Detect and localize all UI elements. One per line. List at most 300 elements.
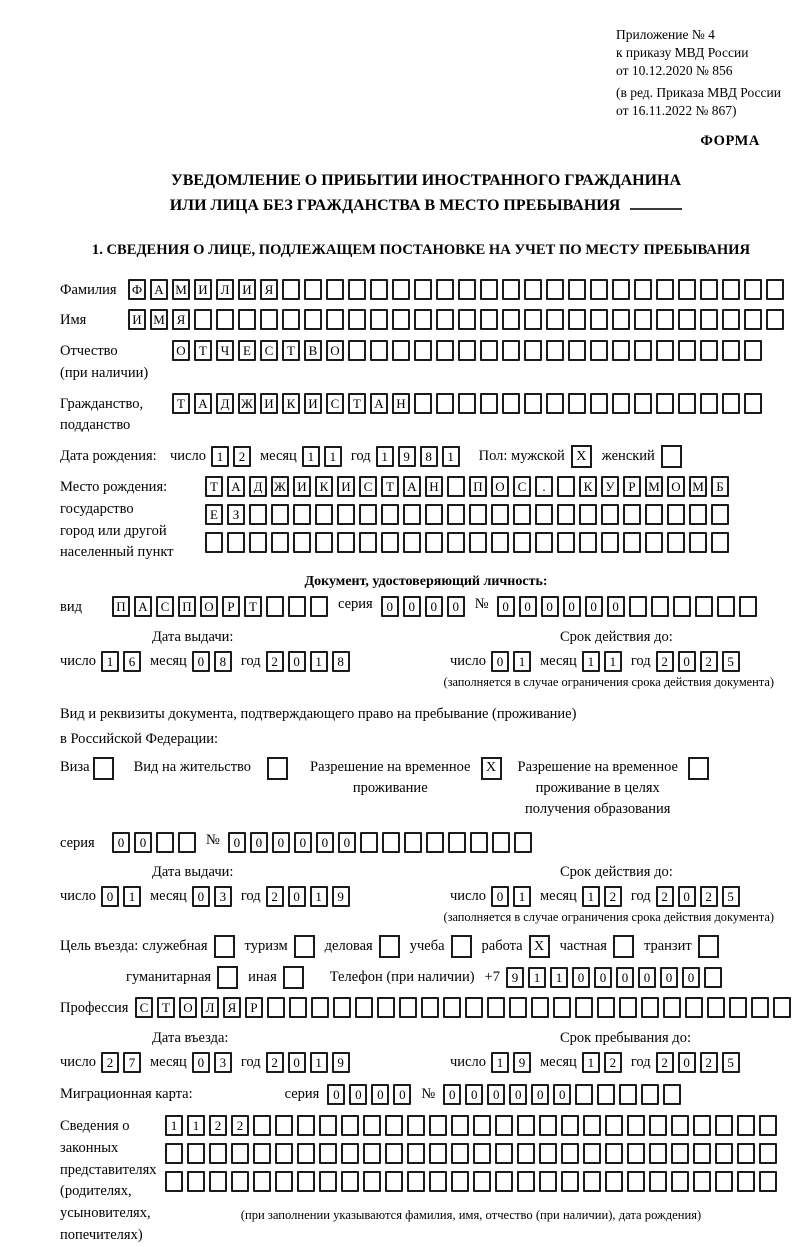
char-cell[interactable]: П	[178, 596, 196, 617]
char-cell[interactable]	[539, 1115, 557, 1136]
char-cell[interactable]	[407, 1143, 425, 1164]
char-cell[interactable]	[165, 1171, 183, 1192]
char-cell[interactable]: 1	[302, 446, 320, 467]
char-cell[interactable]	[590, 279, 608, 300]
char-cell[interactable]: И	[238, 279, 256, 300]
char-cell[interactable]	[271, 504, 289, 525]
char-cell[interactable]	[187, 1171, 205, 1192]
char-cell[interactable]	[480, 393, 498, 414]
char-cell[interactable]	[253, 1171, 271, 1192]
char-cell[interactable]	[451, 1171, 469, 1192]
char-cell[interactable]	[470, 832, 488, 853]
char-cell[interactable]: К	[282, 393, 300, 414]
checkbox-ucheba[interactable]	[451, 935, 472, 958]
char-cell[interactable]	[667, 504, 685, 525]
char-cell[interactable]	[729, 997, 747, 1018]
char-cell[interactable]	[448, 832, 466, 853]
char-cell[interactable]	[629, 596, 647, 617]
char-cell[interactable]	[711, 532, 729, 553]
char-cell[interactable]	[360, 832, 378, 853]
char-cell[interactable]: 0	[192, 1052, 210, 1073]
char-cell[interactable]: 0	[487, 1084, 505, 1105]
char-cell[interactable]: 9	[398, 446, 416, 467]
char-cell[interactable]	[495, 1143, 513, 1164]
char-cell[interactable]	[491, 504, 509, 525]
char-cell[interactable]	[605, 1143, 623, 1164]
char-cell[interactable]	[348, 279, 366, 300]
char-cell[interactable]: 2	[656, 886, 674, 907]
char-cell[interactable]	[502, 393, 520, 414]
char-cell[interactable]	[319, 1143, 337, 1164]
char-cell[interactable]: 2	[233, 446, 251, 467]
char-cell[interactable]	[297, 1143, 315, 1164]
char-cell[interactable]: 1	[310, 651, 328, 672]
char-cell[interactable]	[451, 1143, 469, 1164]
char-cell[interactable]: 0	[443, 1084, 461, 1105]
char-cell[interactable]	[249, 504, 267, 525]
char-cell[interactable]	[678, 309, 696, 330]
char-cell[interactable]: Ф	[128, 279, 146, 300]
char-cell[interactable]	[678, 340, 696, 361]
char-cell[interactable]	[487, 997, 505, 1018]
char-cell[interactable]: 0	[447, 596, 465, 617]
char-cell[interactable]	[458, 393, 476, 414]
char-cell[interactable]	[557, 532, 575, 553]
char-cell[interactable]: С	[326, 393, 344, 414]
char-cell[interactable]: З	[227, 504, 245, 525]
char-cell[interactable]: А	[134, 596, 152, 617]
char-cell[interactable]	[539, 1171, 557, 1192]
char-cell[interactable]	[421, 997, 439, 1018]
char-cell[interactable]	[465, 997, 483, 1018]
char-cell[interactable]	[524, 279, 542, 300]
char-cell[interactable]: В	[304, 340, 322, 361]
char-cell[interactable]	[348, 309, 366, 330]
char-cell[interactable]	[766, 279, 784, 300]
char-cell[interactable]: 0	[228, 832, 246, 853]
char-cell[interactable]: 0	[403, 596, 421, 617]
char-cell[interactable]: 0	[192, 651, 210, 672]
char-cell[interactable]: 2	[231, 1115, 249, 1136]
char-cell[interactable]: 0	[491, 886, 509, 907]
char-cell[interactable]	[502, 340, 520, 361]
char-cell[interactable]: 0	[327, 1084, 345, 1105]
char-cell[interactable]	[480, 309, 498, 330]
char-cell[interactable]	[557, 476, 575, 497]
checkbox-rvp[interactable]: X	[481, 757, 502, 780]
char-cell[interactable]	[319, 1115, 337, 1136]
char-cell[interactable]	[495, 1171, 513, 1192]
char-cell[interactable]: 0	[316, 832, 334, 853]
char-cell[interactable]	[491, 532, 509, 553]
char-cell[interactable]	[689, 504, 707, 525]
char-cell[interactable]	[370, 309, 388, 330]
char-cell[interactable]	[612, 393, 630, 414]
char-cell[interactable]: 3	[214, 1052, 232, 1073]
char-cell[interactable]	[363, 1171, 381, 1192]
char-cell[interactable]	[700, 279, 718, 300]
char-cell[interactable]: Т	[348, 393, 366, 414]
checkbox-vnzh[interactable]	[267, 757, 288, 780]
char-cell[interactable]: 1	[310, 886, 328, 907]
char-cell[interactable]: 0	[250, 832, 268, 853]
char-cell[interactable]: Т	[205, 476, 223, 497]
char-cell[interactable]	[663, 997, 681, 1018]
char-cell[interactable]	[678, 393, 696, 414]
char-cell[interactable]: 1	[324, 446, 342, 467]
char-cell[interactable]	[663, 1084, 681, 1105]
char-cell[interactable]	[381, 504, 399, 525]
char-cell[interactable]	[447, 504, 465, 525]
char-cell[interactable]	[429, 1143, 447, 1164]
char-cell[interactable]	[502, 309, 520, 330]
char-cell[interactable]: 2	[700, 886, 718, 907]
char-cell[interactable]	[231, 1143, 249, 1164]
char-cell[interactable]	[546, 393, 564, 414]
char-cell[interactable]	[315, 504, 333, 525]
char-cell[interactable]	[363, 1143, 381, 1164]
char-cell[interactable]: О	[200, 596, 218, 617]
char-cell[interactable]: 0	[497, 596, 515, 617]
char-cell[interactable]	[623, 504, 641, 525]
char-cell[interactable]: О	[172, 340, 190, 361]
char-cell[interactable]	[458, 309, 476, 330]
char-cell[interactable]	[623, 532, 641, 553]
char-cell[interactable]: М	[645, 476, 663, 497]
char-cell[interactable]: С	[156, 596, 174, 617]
char-cell[interactable]	[275, 1143, 293, 1164]
char-cell[interactable]	[583, 1171, 601, 1192]
char-cell[interactable]	[583, 1115, 601, 1136]
char-cell[interactable]	[656, 279, 674, 300]
char-cell[interactable]	[546, 279, 564, 300]
char-cell[interactable]	[568, 393, 586, 414]
char-cell[interactable]	[634, 340, 652, 361]
char-cell[interactable]: 2	[266, 886, 284, 907]
char-cell[interactable]	[341, 1143, 359, 1164]
char-cell[interactable]: 2	[266, 1052, 284, 1073]
char-cell[interactable]	[348, 340, 366, 361]
char-cell[interactable]: Т	[194, 340, 212, 361]
char-cell[interactable]	[612, 279, 630, 300]
char-cell[interactable]: 1	[582, 1052, 600, 1073]
char-cell[interactable]	[744, 340, 762, 361]
char-cell[interactable]	[178, 832, 196, 853]
checkbox-chastnaya[interactable]	[613, 935, 634, 958]
char-cell[interactable]	[524, 340, 542, 361]
char-cell[interactable]	[355, 997, 373, 1018]
char-cell[interactable]: 0	[678, 1052, 696, 1073]
char-cell[interactable]	[414, 309, 432, 330]
char-cell[interactable]	[403, 532, 421, 553]
char-cell[interactable]	[651, 596, 669, 617]
char-cell[interactable]: 2	[656, 1052, 674, 1073]
char-cell[interactable]	[260, 309, 278, 330]
char-cell[interactable]: Е	[205, 504, 223, 525]
char-cell[interactable]	[238, 309, 256, 330]
char-cell[interactable]	[524, 309, 542, 330]
char-cell[interactable]: И	[194, 279, 212, 300]
char-cell[interactable]	[695, 596, 713, 617]
char-cell[interactable]: 8	[420, 446, 438, 467]
char-cell[interactable]	[590, 309, 608, 330]
char-cell[interactable]: П	[469, 476, 487, 497]
char-cell[interactable]	[319, 1171, 337, 1192]
char-cell[interactable]	[326, 309, 344, 330]
char-cell[interactable]: Р	[222, 596, 240, 617]
char-cell[interactable]	[289, 997, 307, 1018]
char-cell[interactable]	[425, 504, 443, 525]
char-cell[interactable]	[597, 997, 615, 1018]
char-cell[interactable]	[707, 997, 725, 1018]
char-cell[interactable]: 0	[678, 886, 696, 907]
char-cell[interactable]	[363, 1115, 381, 1136]
char-cell[interactable]: Л	[216, 279, 234, 300]
char-cell[interactable]	[717, 596, 735, 617]
char-cell[interactable]	[722, 309, 740, 330]
char-cell[interactable]	[612, 340, 630, 361]
char-cell[interactable]	[282, 279, 300, 300]
char-cell[interactable]	[288, 596, 306, 617]
char-cell[interactable]: 2	[700, 1052, 718, 1073]
char-cell[interactable]: Ж	[271, 476, 289, 497]
char-cell[interactable]	[253, 1143, 271, 1164]
char-cell[interactable]: 5	[722, 886, 740, 907]
char-cell[interactable]	[414, 393, 432, 414]
char-cell[interactable]	[205, 532, 223, 553]
char-cell[interactable]	[426, 832, 444, 853]
char-cell[interactable]: 8	[332, 651, 350, 672]
char-cell[interactable]	[546, 340, 564, 361]
char-cell[interactable]: 1	[376, 446, 394, 467]
char-cell[interactable]	[194, 309, 212, 330]
char-cell[interactable]	[513, 532, 531, 553]
char-cell[interactable]	[773, 997, 791, 1018]
char-cell[interactable]: 0	[288, 651, 306, 672]
char-cell[interactable]: М	[172, 279, 190, 300]
char-cell[interactable]	[557, 504, 575, 525]
char-cell[interactable]: 9	[332, 886, 350, 907]
char-cell[interactable]: 2	[604, 1052, 622, 1073]
char-cell[interactable]: Я	[260, 279, 278, 300]
char-cell[interactable]: К	[315, 476, 333, 497]
char-cell[interactable]: Д	[216, 393, 234, 414]
char-cell[interactable]	[656, 340, 674, 361]
char-cell[interactable]: Е	[238, 340, 256, 361]
char-cell[interactable]: И	[293, 476, 311, 497]
checkbox-delovaya[interactable]	[379, 935, 400, 958]
char-cell[interactable]	[693, 1143, 711, 1164]
char-cell[interactable]: 1	[513, 651, 531, 672]
char-cell[interactable]: 0	[349, 1084, 367, 1105]
char-cell[interactable]	[751, 997, 769, 1018]
char-cell[interactable]: 1	[513, 886, 531, 907]
char-cell[interactable]	[568, 309, 586, 330]
char-cell[interactable]	[304, 309, 322, 330]
char-cell[interactable]	[458, 279, 476, 300]
char-cell[interactable]: А	[150, 279, 168, 300]
char-cell[interactable]: 0	[594, 967, 612, 988]
char-cell[interactable]	[209, 1171, 227, 1192]
char-cell[interactable]	[711, 504, 729, 525]
char-cell[interactable]	[382, 832, 400, 853]
char-cell[interactable]	[315, 532, 333, 553]
char-cell[interactable]	[187, 1143, 205, 1164]
char-cell[interactable]	[759, 1115, 777, 1136]
char-cell[interactable]: Т	[172, 393, 190, 414]
char-cell[interactable]	[341, 1171, 359, 1192]
char-cell[interactable]: 9	[506, 967, 524, 988]
char-cell[interactable]	[513, 504, 531, 525]
char-cell[interactable]	[693, 1171, 711, 1192]
char-cell[interactable]	[627, 1171, 645, 1192]
char-cell[interactable]	[253, 1115, 271, 1136]
char-cell[interactable]	[722, 279, 740, 300]
char-cell[interactable]: 0	[660, 967, 678, 988]
char-cell[interactable]	[443, 997, 461, 1018]
char-cell[interactable]	[619, 997, 637, 1018]
char-cell[interactable]	[546, 309, 564, 330]
char-cell[interactable]: 0	[585, 596, 603, 617]
char-cell[interactable]	[275, 1171, 293, 1192]
char-cell[interactable]	[216, 309, 234, 330]
char-cell[interactable]: 0	[425, 596, 443, 617]
char-cell[interactable]	[266, 596, 284, 617]
char-cell[interactable]	[385, 1171, 403, 1192]
char-cell[interactable]	[700, 340, 718, 361]
char-cell[interactable]	[337, 504, 355, 525]
char-cell[interactable]	[575, 997, 593, 1018]
char-cell[interactable]	[447, 476, 465, 497]
checkbox-male[interactable]: X	[571, 445, 592, 468]
char-cell[interactable]: 0	[531, 1084, 549, 1105]
char-cell[interactable]	[645, 504, 663, 525]
char-cell[interactable]	[619, 1084, 637, 1105]
char-cell[interactable]: 0	[509, 1084, 527, 1105]
char-cell[interactable]	[514, 832, 532, 853]
checkbox-gumanitarnaya[interactable]	[217, 966, 238, 989]
char-cell[interactable]	[601, 504, 619, 525]
char-cell[interactable]	[429, 1171, 447, 1192]
char-cell[interactable]: 6	[123, 651, 141, 672]
char-cell[interactable]: 3	[214, 886, 232, 907]
char-cell[interactable]	[673, 596, 691, 617]
char-cell[interactable]	[737, 1115, 755, 1136]
char-cell[interactable]: 0	[563, 596, 581, 617]
char-cell[interactable]: 0	[607, 596, 625, 617]
char-cell[interactable]: 0	[288, 1052, 306, 1073]
char-cell[interactable]: О	[179, 997, 197, 1018]
char-cell[interactable]	[627, 1143, 645, 1164]
char-cell[interactable]	[634, 393, 652, 414]
char-cell[interactable]: Т	[244, 596, 262, 617]
char-cell[interactable]: .	[535, 476, 553, 497]
char-cell[interactable]	[601, 532, 619, 553]
char-cell[interactable]	[645, 532, 663, 553]
char-cell[interactable]	[304, 279, 322, 300]
char-cell[interactable]: С	[359, 476, 377, 497]
char-cell[interactable]	[436, 279, 454, 300]
char-cell[interactable]: 5	[722, 651, 740, 672]
char-cell[interactable]: 2	[266, 651, 284, 672]
checkbox-visa[interactable]	[93, 757, 114, 780]
char-cell[interactable]	[766, 309, 784, 330]
char-cell[interactable]: 1	[582, 886, 600, 907]
char-cell[interactable]	[502, 279, 520, 300]
char-cell[interactable]	[414, 279, 432, 300]
char-cell[interactable]	[517, 1115, 535, 1136]
char-cell[interactable]	[359, 504, 377, 525]
char-cell[interactable]	[693, 1115, 711, 1136]
char-cell[interactable]	[568, 279, 586, 300]
char-cell[interactable]	[297, 1171, 315, 1192]
checkbox-female[interactable]	[661, 445, 682, 468]
char-cell[interactable]: М	[689, 476, 707, 497]
char-cell[interactable]	[568, 340, 586, 361]
char-cell[interactable]	[473, 1143, 491, 1164]
char-cell[interactable]	[535, 532, 553, 553]
char-cell[interactable]	[275, 1115, 293, 1136]
char-cell[interactable]: 1	[550, 967, 568, 988]
char-cell[interactable]	[671, 1171, 689, 1192]
char-cell[interactable]: 0	[465, 1084, 483, 1105]
char-cell[interactable]: 0	[616, 967, 634, 988]
char-cell[interactable]: 0	[491, 651, 509, 672]
char-cell[interactable]	[381, 532, 399, 553]
char-cell[interactable]	[759, 1143, 777, 1164]
char-cell[interactable]	[231, 1171, 249, 1192]
char-cell[interactable]	[612, 309, 630, 330]
char-cell[interactable]: 0	[678, 651, 696, 672]
char-cell[interactable]	[649, 1171, 667, 1192]
char-cell[interactable]	[293, 504, 311, 525]
char-cell[interactable]	[458, 340, 476, 361]
char-cell[interactable]	[377, 997, 395, 1018]
char-cell[interactable]	[715, 1143, 733, 1164]
char-cell[interactable]	[671, 1115, 689, 1136]
char-cell[interactable]: У	[601, 476, 619, 497]
char-cell[interactable]	[583, 1143, 601, 1164]
char-cell[interactable]	[310, 596, 328, 617]
char-cell[interactable]	[429, 1115, 447, 1136]
char-cell[interactable]	[685, 997, 703, 1018]
char-cell[interactable]	[517, 1171, 535, 1192]
char-cell[interactable]	[722, 393, 740, 414]
char-cell[interactable]: 0	[572, 967, 590, 988]
char-cell[interactable]	[209, 1143, 227, 1164]
char-cell[interactable]	[480, 279, 498, 300]
char-cell[interactable]	[407, 1171, 425, 1192]
char-cell[interactable]	[370, 340, 388, 361]
char-cell[interactable]	[436, 340, 454, 361]
char-cell[interactable]: А	[370, 393, 388, 414]
char-cell[interactable]	[561, 1115, 579, 1136]
char-cell[interactable]	[561, 1143, 579, 1164]
char-cell[interactable]	[495, 1115, 513, 1136]
char-cell[interactable]	[341, 1115, 359, 1136]
char-cell[interactable]: А	[227, 476, 245, 497]
char-cell[interactable]	[704, 967, 722, 988]
char-cell[interactable]	[575, 1084, 593, 1105]
char-cell[interactable]	[715, 1171, 733, 1192]
char-cell[interactable]: 1	[165, 1115, 183, 1136]
char-cell[interactable]: 0	[553, 1084, 571, 1105]
char-cell[interactable]	[414, 340, 432, 361]
char-cell[interactable]	[425, 532, 443, 553]
char-cell[interactable]: 0	[192, 886, 210, 907]
char-cell[interactable]: 0	[682, 967, 700, 988]
char-cell[interactable]: 0	[371, 1084, 389, 1105]
